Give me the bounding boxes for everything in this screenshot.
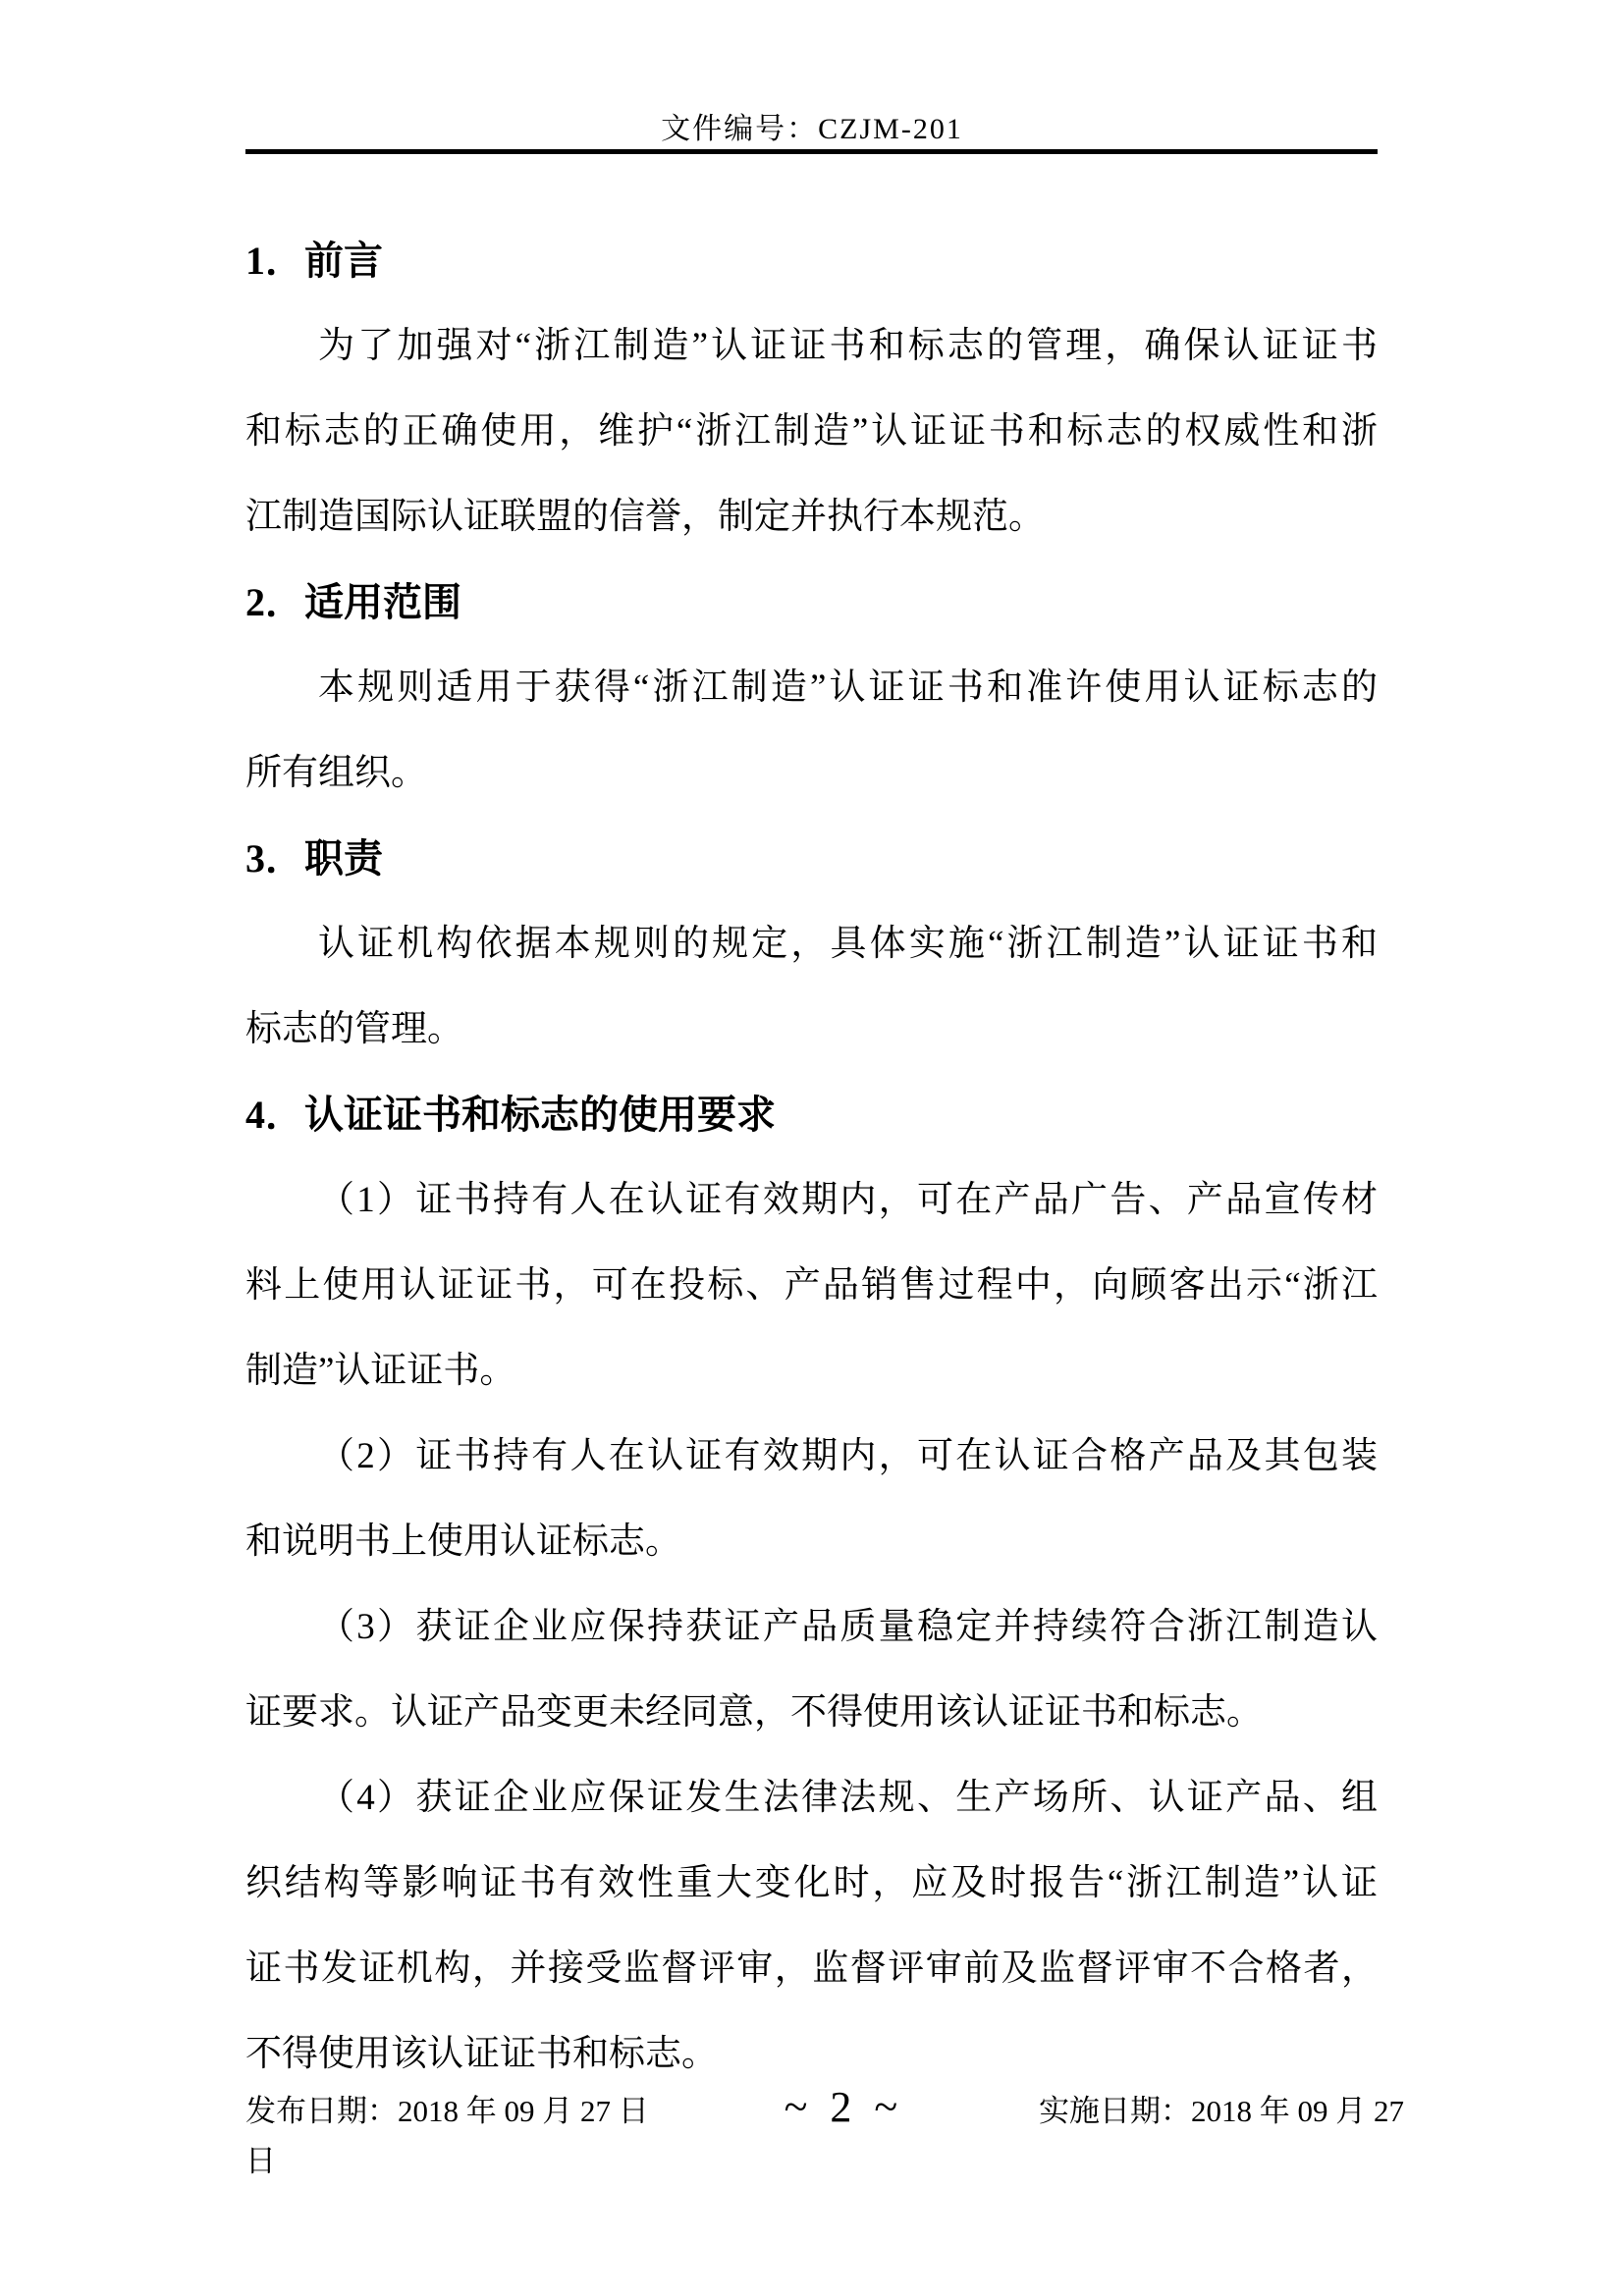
paragraph-line: （3）获证企业应保持获证产品质量稳定并持续符合浙江制造认 <box>318 1607 1378 1647</box>
header-rule <box>245 149 1378 154</box>
paragraph-line: （1）证书持有人在认证有效期内，可在产品广告、产品宣传材 <box>318 1180 1378 1220</box>
release-date-label: 发布日期：2018 年 09 月 27 日 <box>245 2094 649 2128</box>
paragraph-line: 江制造国际认证联盟的信誉，制定并执行本规范。 <box>245 497 1045 537</box>
paragraph-line: 为了加强对“浙江制造”认证证书和标志的管理，确保认证证书 <box>318 326 1378 366</box>
section-heading-usage-requirements: 4．认证证书和标志的使用要求 <box>245 1093 776 1137</box>
paragraph-line: 制造”认证证书。 <box>245 1351 516 1391</box>
paragraph-line: 标志的管理。 <box>245 1009 463 1049</box>
section-heading-scope: 2．适用范围 <box>245 580 461 624</box>
page-number: ~ 2 ~ <box>784 2083 904 2131</box>
paragraph-line: （2）证书持有人在认证有效期内，可在认证合格产品及其包装 <box>318 1436 1378 1476</box>
implement-date-label: 实施日期：2018 年 09 月 27 <box>1038 2094 1404 2128</box>
doc-number-header: 文件编号：CZJM-201 <box>661 113 963 145</box>
section-heading-preface: 1．前言 <box>245 239 383 283</box>
paragraph-line: 不得使用该认证证书和标志。 <box>245 2034 718 2074</box>
paragraph-line: 本规则适用于获得“浙江制造”认证证书和准许使用认证标志的 <box>318 667 1378 708</box>
document-body <box>245 218 1378 2097</box>
page-footer <box>245 2079 1404 2187</box>
paragraph-line: 认证机构依据本规则的规定，具体实施“浙江制造”认证证书和 <box>318 924 1378 964</box>
paragraph-line: 织结构等影响证书有效性重大变化时，应及时报告“浙江制造”认证 <box>245 1863 1378 1903</box>
paragraph-line: 和说明书上使用认证标志。 <box>245 1522 681 1562</box>
paragraph-line: 所有组织。 <box>245 753 427 793</box>
implement-date-wrapped-char: 日 <box>245 2144 276 2178</box>
footer-row <box>245 2079 1404 2136</box>
section-heading-responsibility: 3．职责 <box>245 836 383 881</box>
paragraph-line: 证书发证机构，并接受监督评审，监督评审前及监督评审不合格者， <box>245 1949 1378 1989</box>
paragraph-line: 证要求。认证产品变更未经同意，不得使用该认证证书和标志。 <box>245 1692 1263 1733</box>
paragraph-line: （4）获证企业应保证发生法律法规、生产场所、认证产品、组 <box>318 1778 1378 1818</box>
paragraph-line: 料上使用认证证书，可在投标、产品销售过程中，向顾客出示“浙江 <box>245 1265 1378 1306</box>
paragraph-line: 和标志的正确使用，维护“浙江制造”认证证书和标志的权威性和浙 <box>245 411 1378 452</box>
